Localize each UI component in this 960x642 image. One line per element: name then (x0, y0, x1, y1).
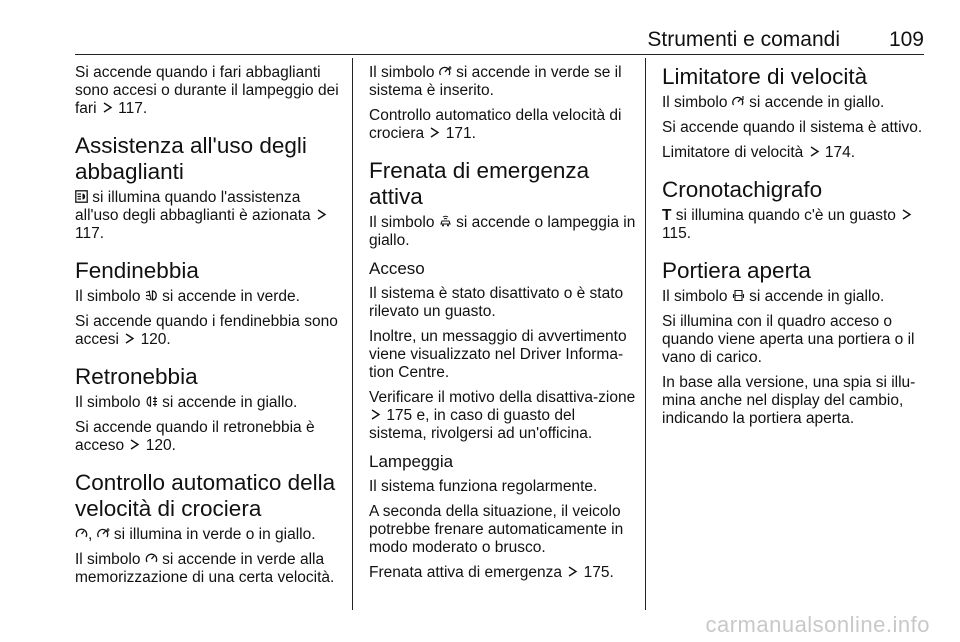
paragraph: Controllo automatico della velocità di crociera 171. (369, 107, 622, 142)
section-heading: Cronotachigrafo (662, 177, 823, 202)
paragraph: Si accende quando i fendinebbia sono accesi 120. (75, 313, 338, 348)
ref-arrow-icon (315, 208, 328, 221)
section-heading: Frenata di emergenza attiva (369, 158, 590, 209)
paragraph: A seconda della situazione, il veicolo potrebbe frenare automaticamente in modo moderato o brusco. (369, 503, 624, 556)
watermark: carmanualsonline.info (705, 612, 930, 637)
section-heading: Limitatore di velocità (662, 64, 868, 89)
paragraph: Il simbolo si accende in giallo. (662, 288, 885, 305)
paragraph: Il simbolo si accende in verde alla memorizzazione di una certa velocità. (75, 551, 335, 586)
header-title: Strumenti e comandi (647, 28, 840, 51)
ref-arrow-icon (101, 101, 114, 114)
paragraph: Si illumina con il quadro acceso o quando viene aperta una portiera o il vano di carico. (662, 313, 915, 366)
high-beam-assist-icon (75, 190, 88, 203)
column-1 (75, 64, 343, 594)
paragraph: Il simbolo si accende in giallo. (75, 394, 298, 411)
column-divider (645, 58, 646, 610)
paragraph: T si illumina quando c'è un guasto 115. (662, 207, 930, 243)
paragraph: Il sistema funziona regolarmente. (369, 478, 598, 495)
paragraph: Il simbolo si accende in verde. (75, 288, 300, 305)
paragraph: Inoltre, un messaggio di avvertimento viene visualizzato nel Driver Informa-tion Centre. (369, 328, 627, 381)
section-heading: Retronebbia (75, 364, 198, 389)
subsection-heading: Acceso (369, 259, 425, 278)
rear-fog-icon (145, 395, 158, 408)
cruise-control-set-icon (97, 527, 110, 540)
paragraph: Verificare il motivo della disattiva-zione 175 e, in caso di guasto del sistema, rivolgersi ad un'officina. (369, 389, 636, 442)
paragraph: Limitatore di velocità 174. (662, 144, 856, 161)
paragraph: si illumina quando l'assistenza all'uso degli abbaglianti è azionata 117. (75, 189, 343, 243)
ref-arrow-icon (900, 208, 913, 221)
paragraph: In base alla versione, una spia si illu-mina anche nel display del cambio, indicando la portiera aperta. (662, 374, 916, 427)
tachograph-symbol: T (662, 207, 672, 224)
paragraph: Si accende quando il sistema è attivo. (662, 119, 923, 136)
paragraph: Il simbolo si accende in verde se il sistema è inserito. (369, 64, 622, 99)
front-fog-icon (145, 289, 158, 302)
paragraph: Il simbolo si accende in giallo. (662, 94, 885, 111)
ref-arrow-icon (369, 408, 382, 421)
ref-arrow-icon (128, 438, 141, 451)
door-open-icon (732, 289, 745, 302)
page-header (75, 28, 924, 52)
ref-arrow-icon (428, 126, 441, 139)
paragraph: Il simbolo si accende o lampeggia in giallo. (369, 214, 636, 249)
paragraph: Si accende quando il retronebbia è acceso 120. (75, 419, 315, 454)
section-heading: Controllo automatico della velocità di crociera (75, 470, 336, 521)
subsection-heading: Lampeggia (369, 452, 454, 471)
header-rule (75, 54, 924, 55)
column-2 (369, 64, 637, 589)
section-heading: Assistenza all'uso degli abbaglianti (75, 133, 307, 184)
section-heading: Portiera aperta (662, 258, 811, 283)
ref-arrow-icon (123, 332, 136, 345)
section-heading: Fendinebbia (75, 258, 199, 283)
page-number: 109 (888, 28, 924, 51)
ref-arrow-icon (808, 145, 821, 158)
speed-limiter-icon (732, 95, 745, 108)
paragraph: Si accende quando i fari abbaglianti sono accesi o durante il lampeggio dei fari 117. (75, 64, 339, 117)
ref-arrow-icon (566, 565, 579, 578)
paragraph: , si illumina in verde o in giallo. (75, 526, 343, 544)
paragraph: Frenata attiva di emergenza 175. (369, 564, 614, 581)
paragraph: Il sistema è stato disattivato o è stato rilevato un guasto. (369, 285, 624, 320)
cruise-control-icon (145, 552, 158, 565)
column-divider (352, 58, 353, 610)
cruise-control-set-icon (439, 65, 452, 78)
column-3 (662, 64, 930, 435)
cruise-control-icon (75, 527, 88, 540)
emergency-brake-icon (439, 215, 452, 228)
